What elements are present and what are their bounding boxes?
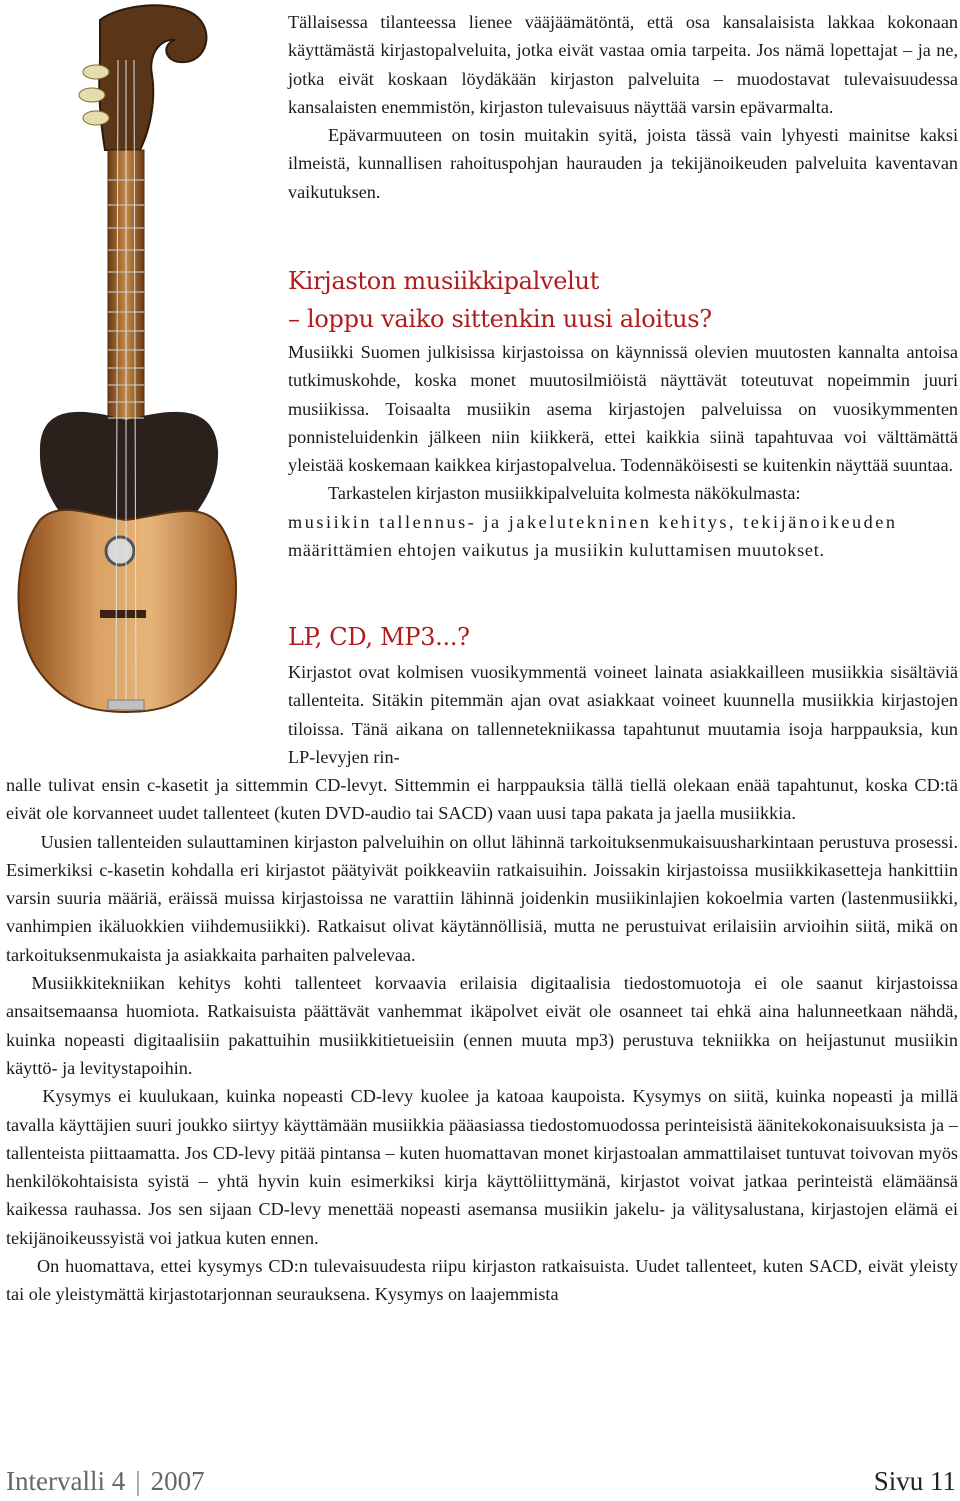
section-heading: LP, CD, MP3...? bbox=[288, 623, 470, 651]
paragraph: Musiikkitekniikan kehitys kohti tallenteet korvaavia erilaisia digitaalisia tiedostomuotoja ei ole saanut kirjastoissa ansaitsemaansa huomiota. Ratkaisuista päättävät vanhemmat ikäpolvet eivät ole osanneet tai ehkä aina halunneetkaan nähdä, kuinka nopeasti digitaalisiin pakattuihin musiikkitietueisiin (ennen muuta mp3) perustuva tekniikka on heijastunut musiikin käyttö- ja levitystapoihin. bbox=[6, 973, 958, 1078]
intro-block bbox=[288, 8, 958, 206]
lp-cd-block-start bbox=[288, 658, 958, 771]
paragraph-line: määrittämien ehtojen vaikutus ja musiikin kuluttamisen muutokset. bbox=[288, 540, 825, 561]
paragraph: Epävarmuuteen on tosin muitakin syitä, joista tässä vain lyhyesti mainitse kaksi ilmeistä, kunnallisen rahoituspohjan haurauden ja tekijänoikeuden palveluita kaventavan vaikutuksen. bbox=[288, 125, 958, 202]
paragraph: Kirjastot ovat kolmisen vuosikymmentä voineet lainata asiakkailleen musiikkia sisältäviä tallenteita. Sitäkin pitemmän ajan ovat asiakkaat voineet kuunnella musiikkia kirjastojen tiloissa. Tänä aikana on tallennetekniikassa tapahtunut muutamia isoja harppauksia, kun LP-levyjen rin- bbox=[288, 662, 958, 767]
section-heading-line: – loppu vaiko sittenkin uusi aloitus? bbox=[288, 305, 712, 333]
paragraph: On huomattava, ettei kysymys CD:n tulevaisuudesta riipu kirjaston ratkaisuista. Uudet tallenteet, kuten SACD, eivät yleisty tai ole yleistymättä kirjastotarjonnan seurauksena. Kysymys on laajemmista bbox=[6, 1256, 958, 1305]
paragraph bbox=[288, 479, 958, 564]
lp-cd-block-body bbox=[6, 771, 958, 1309]
publication-year: 2007 bbox=[150, 1466, 205, 1496]
section-heading-line: Kirjaston musiikkipalvelut bbox=[288, 267, 600, 295]
footer-publication bbox=[6, 1461, 205, 1501]
music-services-block bbox=[288, 338, 958, 564]
paragraph: nalle tulivat ensin c-kasetit ja sittemmin CD-levyt. Sittemmin ei harppauksia tällä tiellä olekaan enää tapahtunut, koska CD:tä eivät ole korvanneet uudet tallenteet (kuten DVD-audio tai SACD) vaan uusi tapa pakata ja jaella musiikkia. bbox=[6, 775, 958, 824]
paragraph-line: Tarkastelen kirjaston musiikkipalveluita kolmesta näkökulmasta: bbox=[328, 483, 801, 504]
footer-separator: | bbox=[135, 1466, 141, 1496]
paragraph: Kysymys ei kuulukaan, kuinka nopeasti CD-levy kuolee ja katoaa kaupoista. Kysymys on siitä, kuinka nopeasti ja millä tavalla käyttäjien suuri joukko siirtyy käyttämään musiikkia pääasiassa tiedostomuodossa perinteisistä äänitekokonaisuuksista ja –tallenteista piittaamatta. Jos CD-levy pitää pintansa – kuten huomattavan monet kirjastoalan ammattilaiset tuntuvat toivovan myös henkilökohtaisista syistä – yhtä hyvin kuin esimerkiksi kirja käyttöliittymänä, kirjastot voivat jatkaa perinteistä elämäänsä kaikessa rauhassa. Jos sen sijaan CD-levy menettää nopeasti asemansa musiikin jakelu- ja välitysalustana, kirjastojen elämä ei tekijänoikeussyistä voi jatkua kuten ennen. bbox=[6, 1086, 958, 1248]
publication-name: Intervalli 4 bbox=[6, 1466, 126, 1496]
paragraph: Musiikki Suomen julkisissa kirjastoissa on käynnissä olevien muutosten kannalta antoisa tutkimuskohde, koska monet muutosilmiöistä näyttävät toteutuvat nopeimmin juuri musiikissa. Toisaalta musiikin asema kirjastojen palveluissa on vuosikymmenten ponnisteluidenkin jälkeen niin kiikkerä, ettei kaikkia siinä tapahtuvaa voi välttämättä yleistää koskemaan kaikkea kirjastopalvelua. Todennäköisesti se kuitenkin näyttää suuntaa. bbox=[288, 342, 958, 476]
section-heading bbox=[288, 262, 712, 338]
paragraph-line: musiikin tallennus- ja jakelutekninen kehitys, tekijänoikeuden bbox=[288, 511, 898, 532]
paragraph: Uusien tallenteiden sulauttaminen kirjaston palveluihin on ollut lähinnä tarkoituksenmukaisuusharkintaan perustuva prosessi. Esimerkiksi c-kasetin kohdalla eri kirjastot päätyivät poikkeaviin ratkaisuihin. Joissakin kirjastoissa musiikkikasetteja hankittiin varsin suuria määriä, eräissä muissa kirjastoissa ne varattiin lähinnä joidenkin musiikinlajien kokoelmia varten (lastenmusiikki, vanhimpien ikäluokkien viihdemusiikki). Ratkaisut olivat käytännöllisiä, mutta ne perustuivat erilaisiin arvioihin siitä, mikä on tarkoituksenmukaista ja asiakkaita parhaiten palvelevaa. bbox=[6, 831, 958, 965]
paragraph: Tällaisessa tilanteessa lienee vääjäämätöntä, että osa kansalaisista lakkaa kokonaan käyttämästä kirjastopalveluita, jotka eivät vastaa omia tarpeita. Jos nämä lopettajat – ja ne, jotka eivät koskaan löydäkään kirjaston palveluita – muodostavat tulevaisuudessa kansalaisten enemmistön, kirjaston tulevaisuus näyttää varsin epävarmalta. bbox=[288, 12, 958, 117]
instrument-photo bbox=[0, 0, 260, 740]
page-number: Sivu 11 bbox=[873, 1466, 956, 1496]
